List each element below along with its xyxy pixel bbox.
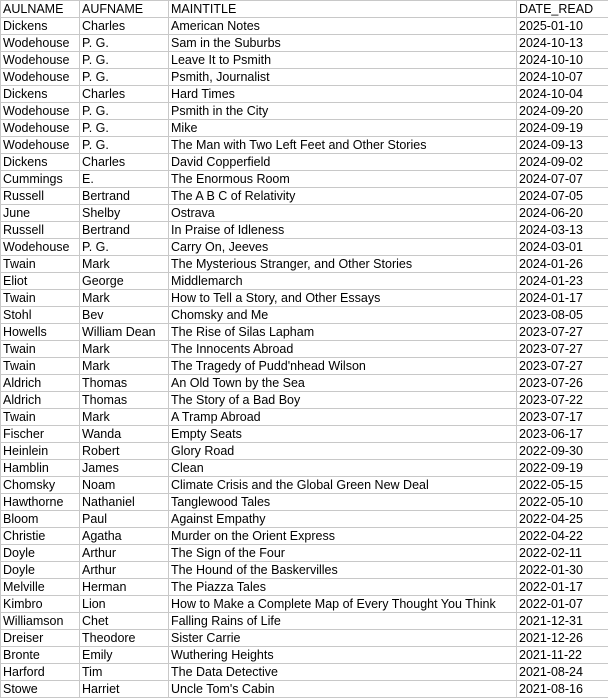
- cell-aulname[interactable]: Twain: [1, 341, 80, 358]
- cell-maintitle[interactable]: Falling Rains of Life: [169, 613, 517, 630]
- cell-aufname[interactable]: Charles: [80, 18, 169, 35]
- cell-maintitle[interactable]: Carry On, Jeeves: [169, 239, 517, 256]
- table-row[interactable]: [1, 664, 608, 681]
- cell-maintitle[interactable]: Uncle Tom's Cabin: [169, 681, 517, 698]
- table-row[interactable]: [1, 137, 608, 154]
- cell-aufname[interactable]: Mark: [80, 256, 169, 273]
- cell-maintitle[interactable]: Sam in the Suburbs: [169, 35, 517, 52]
- cell-date-read[interactable]: 2024-07-05: [517, 188, 608, 205]
- cell-aufname[interactable]: Robert: [80, 443, 169, 460]
- cell-aufname[interactable]: Mark: [80, 409, 169, 426]
- column-header-aufname[interactable]: AUFNAME: [80, 1, 169, 18]
- cell-maintitle[interactable]: Glory Road: [169, 443, 517, 460]
- column-header-date-read[interactable]: DATE_READ: [517, 1, 608, 18]
- cell-maintitle[interactable]: Climate Crisis and the Global Green New Deal: [169, 477, 517, 494]
- table-row[interactable]: [1, 205, 608, 222]
- table-row[interactable]: [1, 477, 608, 494]
- cell-aulname[interactable]: Doyle: [1, 545, 80, 562]
- cell-date-read[interactable]: 2022-01-07: [517, 596, 608, 613]
- cell-aulname[interactable]: Stohl: [1, 307, 80, 324]
- header-row: [1, 1, 608, 18]
- cell-maintitle[interactable]: The Rise of Silas Lapham: [169, 324, 517, 341]
- cell-aufname[interactable]: Bertrand: [80, 188, 169, 205]
- cell-aulname[interactable]: Wodehouse: [1, 69, 80, 86]
- cell-aufname[interactable]: Tim: [80, 664, 169, 681]
- cell-aufname[interactable]: P. G.: [80, 69, 169, 86]
- cell-maintitle[interactable]: How to Tell a Story, and Other Essays: [169, 290, 517, 307]
- cell-maintitle[interactable]: Tanglewood Tales: [169, 494, 517, 511]
- cell-aufname[interactable]: Thomas: [80, 392, 169, 409]
- cell-aulname[interactable]: Wodehouse: [1, 103, 80, 120]
- cell-date-read[interactable]: 2024-10-04: [517, 86, 608, 103]
- cell-aulname[interactable]: Dickens: [1, 18, 80, 35]
- cell-maintitle[interactable]: Hard Times: [169, 86, 517, 103]
- cell-aufname[interactable]: Theodore: [80, 630, 169, 647]
- cell-date-read[interactable]: 2021-12-26: [517, 630, 608, 647]
- cell-aulname[interactable]: Heinlein: [1, 443, 80, 460]
- cell-aulname[interactable]: Wodehouse: [1, 137, 80, 154]
- cell-maintitle[interactable]: American Notes: [169, 18, 517, 35]
- cell-maintitle[interactable]: Against Empathy: [169, 511, 517, 528]
- cell-aulname[interactable]: Williamson: [1, 613, 80, 630]
- cell-date-read[interactable]: 2022-01-17: [517, 579, 608, 596]
- cell-date-read[interactable]: 2025-01-10: [517, 18, 608, 35]
- cell-aulname[interactable]: Hawthorne: [1, 494, 80, 511]
- cell-date-read[interactable]: 2023-06-17: [517, 426, 608, 443]
- cell-aulname[interactable]: Wodehouse: [1, 239, 80, 256]
- cell-maintitle[interactable]: Chomsky and Me: [169, 307, 517, 324]
- cell-aufname[interactable]: P. G.: [80, 239, 169, 256]
- table-row[interactable]: [1, 222, 608, 239]
- cell-maintitle[interactable]: Murder on the Orient Express: [169, 528, 517, 545]
- cell-aufname[interactable]: Nathaniel: [80, 494, 169, 511]
- column-header-maintitle[interactable]: MAINTITLE: [169, 1, 517, 18]
- cell-date-read[interactable]: 2024-01-26: [517, 256, 608, 273]
- cell-date-read[interactable]: 2024-03-13: [517, 222, 608, 239]
- cell-aulname[interactable]: Cummings: [1, 171, 80, 188]
- cell-aulname[interactable]: Wodehouse: [1, 35, 80, 52]
- cell-aulname[interactable]: Bronte: [1, 647, 80, 664]
- cell-aufname[interactable]: James: [80, 460, 169, 477]
- table-row[interactable]: [1, 681, 608, 698]
- table-row[interactable]: [1, 613, 608, 630]
- cell-aufname[interactable]: Emily: [80, 647, 169, 664]
- cell-date-read[interactable]: 2024-10-13: [517, 35, 608, 52]
- cell-aufname[interactable]: Chet: [80, 613, 169, 630]
- cell-date-read[interactable]: 2024-07-07: [517, 171, 608, 188]
- table-row[interactable]: [1, 239, 608, 256]
- cell-aufname[interactable]: Bev: [80, 307, 169, 324]
- table-row[interactable]: [1, 426, 608, 443]
- cell-date-read[interactable]: 2023-08-05: [517, 307, 608, 324]
- table-row[interactable]: [1, 86, 608, 103]
- cell-aulname[interactable]: Aldrich: [1, 392, 80, 409]
- table-row[interactable]: [1, 409, 608, 426]
- cell-maintitle[interactable]: The Enormous Room: [169, 171, 517, 188]
- cell-aulname[interactable]: Howells: [1, 324, 80, 341]
- cell-date-read[interactable]: 2024-09-19: [517, 120, 608, 137]
- cell-date-read[interactable]: 2024-06-20: [517, 205, 608, 222]
- cell-maintitle[interactable]: How to Make a Complete Map of Every Thought You Think: [169, 596, 517, 613]
- cell-aulname[interactable]: Christie: [1, 528, 80, 545]
- cell-aulname[interactable]: Dickens: [1, 86, 80, 103]
- cell-aufname[interactable]: Mark: [80, 290, 169, 307]
- cell-date-read[interactable]: 2023-07-27: [517, 358, 608, 375]
- cell-maintitle[interactable]: Mike: [169, 120, 517, 137]
- cell-aufname[interactable]: Arthur: [80, 545, 169, 562]
- cell-date-read[interactable]: 2024-01-17: [517, 290, 608, 307]
- cell-date-read[interactable]: 2023-07-17: [517, 409, 608, 426]
- cell-aufname[interactable]: Thomas: [80, 375, 169, 392]
- table-row[interactable]: [1, 307, 608, 324]
- table-row[interactable]: [1, 630, 608, 647]
- table-row[interactable]: [1, 545, 608, 562]
- table-row[interactable]: [1, 120, 608, 137]
- table-row[interactable]: [1, 171, 608, 188]
- table-row[interactable]: [1, 596, 608, 613]
- cell-maintitle[interactable]: David Copperfield: [169, 154, 517, 171]
- cell-aufname[interactable]: Bertrand: [80, 222, 169, 239]
- cell-aufname[interactable]: Paul: [80, 511, 169, 528]
- cell-aulname[interactable]: Doyle: [1, 562, 80, 579]
- table-row[interactable]: [1, 460, 608, 477]
- cell-aulname[interactable]: Hamblin: [1, 460, 80, 477]
- cell-aufname[interactable]: Wanda: [80, 426, 169, 443]
- cell-maintitle[interactable]: Psmith, Journalist: [169, 69, 517, 86]
- cell-aulname[interactable]: Aldrich: [1, 375, 80, 392]
- cell-date-read[interactable]: 2021-11-22: [517, 647, 608, 664]
- cell-date-read[interactable]: 2021-08-16: [517, 681, 608, 698]
- table-row[interactable]: [1, 443, 608, 460]
- cell-maintitle[interactable]: Psmith in the City: [169, 103, 517, 120]
- cell-aulname[interactable]: Stowe: [1, 681, 80, 698]
- cell-maintitle[interactable]: The Data Detective: [169, 664, 517, 681]
- cell-aulname[interactable]: Kimbro: [1, 596, 80, 613]
- cell-aulname[interactable]: Wodehouse: [1, 52, 80, 69]
- cell-aufname[interactable]: P. G.: [80, 52, 169, 69]
- cell-date-read[interactable]: 2022-05-10: [517, 494, 608, 511]
- cell-maintitle[interactable]: The Man with Two Left Feet and Other Stories: [169, 137, 517, 154]
- cell-aufname[interactable]: Mark: [80, 341, 169, 358]
- table-row[interactable]: [1, 18, 608, 35]
- cell-aulname[interactable]: Fischer: [1, 426, 80, 443]
- cell-maintitle[interactable]: Wuthering Heights: [169, 647, 517, 664]
- cell-aufname[interactable]: E.: [80, 171, 169, 188]
- cell-maintitle[interactable]: Leave It to Psmith: [169, 52, 517, 69]
- cell-aulname[interactable]: Melville: [1, 579, 80, 596]
- cell-maintitle[interactable]: Ostrava: [169, 205, 517, 222]
- cell-aulname[interactable]: Wodehouse: [1, 120, 80, 137]
- cell-date-read[interactable]: 2023-07-27: [517, 324, 608, 341]
- table-row[interactable]: [1, 579, 608, 596]
- cell-aufname[interactable]: Shelby: [80, 205, 169, 222]
- cell-aulname[interactable]: Harford: [1, 664, 80, 681]
- cell-date-read[interactable]: 2021-08-24: [517, 664, 608, 681]
- table-row[interactable]: [1, 35, 608, 52]
- table-row[interactable]: [1, 358, 608, 375]
- table-row[interactable]: [1, 103, 608, 120]
- cell-aulname[interactable]: Dreiser: [1, 630, 80, 647]
- cell-aufname[interactable]: Noam: [80, 477, 169, 494]
- cell-aulname[interactable]: Twain: [1, 256, 80, 273]
- cell-aufname[interactable]: P. G.: [80, 103, 169, 120]
- cell-aufname[interactable]: P. G.: [80, 137, 169, 154]
- cell-aufname[interactable]: Agatha: [80, 528, 169, 545]
- table-row[interactable]: [1, 562, 608, 579]
- cell-aufname[interactable]: Harriet: [80, 681, 169, 698]
- cell-date-read[interactable]: 2024-09-13: [517, 137, 608, 154]
- cell-aulname[interactable]: Chomsky: [1, 477, 80, 494]
- cell-aufname[interactable]: William Dean: [80, 324, 169, 341]
- table-row[interactable]: [1, 375, 608, 392]
- cell-maintitle[interactable]: Middlemarch: [169, 273, 517, 290]
- column-header-aulname[interactable]: AULNAME: [1, 1, 80, 18]
- cell-date-read[interactable]: 2022-09-30: [517, 443, 608, 460]
- table-row[interactable]: [1, 392, 608, 409]
- cell-maintitle[interactable]: Clean: [169, 460, 517, 477]
- table-row[interactable]: [1, 188, 608, 205]
- table-row[interactable]: [1, 528, 608, 545]
- cell-aufname[interactable]: Lion: [80, 596, 169, 613]
- cell-date-read[interactable]: 2023-07-27: [517, 341, 608, 358]
- cell-aulname[interactable]: Twain: [1, 290, 80, 307]
- cell-maintitle[interactable]: The Piazza Tales: [169, 579, 517, 596]
- cell-aulname[interactable]: Bloom: [1, 511, 80, 528]
- cell-aulname[interactable]: Russell: [1, 222, 80, 239]
- table-row[interactable]: [1, 154, 608, 171]
- cell-aulname[interactable]: Eliot: [1, 273, 80, 290]
- cell-date-read[interactable]: 2024-01-23: [517, 273, 608, 290]
- cell-aufname[interactable]: Mark: [80, 358, 169, 375]
- cell-maintitle[interactable]: The Tragedy of Pudd'nhead Wilson: [169, 358, 517, 375]
- cell-aufname[interactable]: George: [80, 273, 169, 290]
- cell-date-read[interactable]: 2021-12-31: [517, 613, 608, 630]
- cell-maintitle[interactable]: The A B C of Relativity: [169, 188, 517, 205]
- cell-maintitle[interactable]: The Story of a Bad Boy: [169, 392, 517, 409]
- cell-aufname[interactable]: Charles: [80, 154, 169, 171]
- cell-maintitle[interactable]: Sister Carrie: [169, 630, 517, 647]
- table-row[interactable]: [1, 52, 608, 69]
- cell-date-read[interactable]: 2022-01-30: [517, 562, 608, 579]
- cell-aufname[interactable]: P. G.: [80, 120, 169, 137]
- table-row[interactable]: [1, 511, 608, 528]
- cell-aufname[interactable]: Charles: [80, 86, 169, 103]
- cell-aufname[interactable]: Herman: [80, 579, 169, 596]
- table-row[interactable]: [1, 256, 608, 273]
- cell-aufname[interactable]: Arthur: [80, 562, 169, 579]
- table-row[interactable]: [1, 273, 608, 290]
- cell-date-read[interactable]: 2024-10-10: [517, 52, 608, 69]
- cell-date-read[interactable]: 2022-02-11: [517, 545, 608, 562]
- table-row[interactable]: [1, 341, 608, 358]
- cell-maintitle[interactable]: In Praise of Idleness: [169, 222, 517, 239]
- cell-date-read[interactable]: 2024-03-01: [517, 239, 608, 256]
- cell-maintitle[interactable]: An Old Town by the Sea: [169, 375, 517, 392]
- table-row[interactable]: [1, 647, 608, 664]
- cell-maintitle[interactable]: Empty Seats: [169, 426, 517, 443]
- table-row[interactable]: [1, 69, 608, 86]
- table-row[interactable]: [1, 324, 608, 341]
- table-row[interactable]: [1, 290, 608, 307]
- cell-date-read[interactable]: 2024-10-07: [517, 69, 608, 86]
- cell-aulname[interactable]: Dickens: [1, 154, 80, 171]
- cell-date-read[interactable]: 2024-09-02: [517, 154, 608, 171]
- table-row[interactable]: [1, 494, 608, 511]
- cell-date-read[interactable]: 2023-07-22: [517, 392, 608, 409]
- cell-maintitle[interactable]: The Innocents Abroad: [169, 341, 517, 358]
- cell-date-read[interactable]: 2022-04-22: [517, 528, 608, 545]
- cell-aulname[interactable]: Twain: [1, 409, 80, 426]
- cell-maintitle[interactable]: A Tramp Abroad: [169, 409, 517, 426]
- cell-maintitle[interactable]: The Mysterious Stranger, and Other Stories: [169, 256, 517, 273]
- cell-date-read[interactable]: 2023-07-26: [517, 375, 608, 392]
- cell-date-read[interactable]: 2024-09-20: [517, 103, 608, 120]
- cell-aulname[interactable]: June: [1, 205, 80, 222]
- cell-date-read[interactable]: 2022-05-15: [517, 477, 608, 494]
- cell-aufname[interactable]: P. G.: [80, 35, 169, 52]
- cell-date-read[interactable]: 2022-09-19: [517, 460, 608, 477]
- cell-aulname[interactable]: Twain: [1, 358, 80, 375]
- cell-date-read[interactable]: 2022-04-25: [517, 511, 608, 528]
- cell-maintitle[interactable]: The Sign of the Four: [169, 545, 517, 562]
- cell-aulname[interactable]: Russell: [1, 188, 80, 205]
- cell-maintitle[interactable]: The Hound of the Baskervilles: [169, 562, 517, 579]
